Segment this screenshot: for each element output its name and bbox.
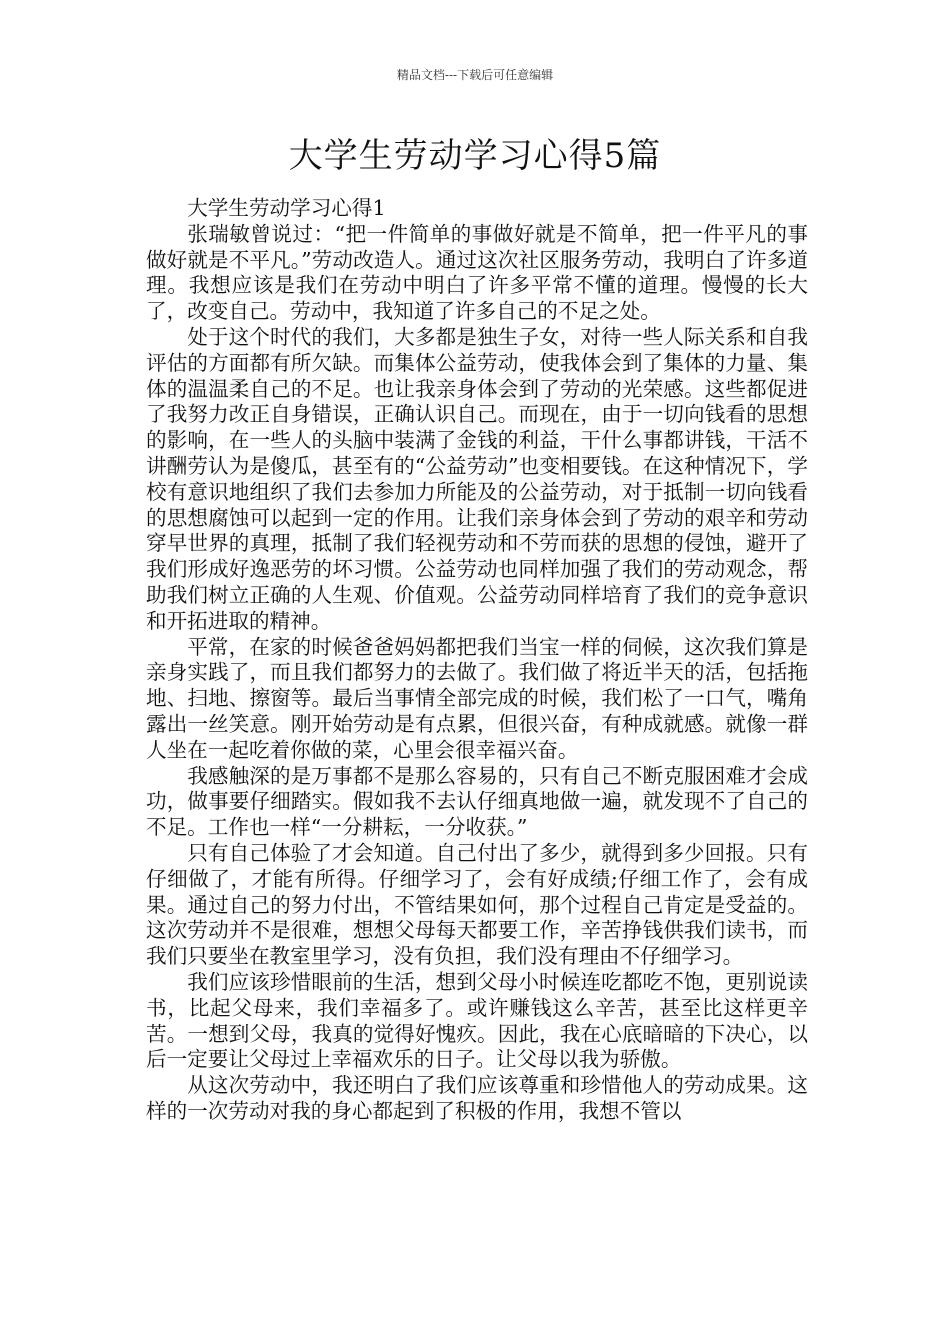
section-heading: 大学生劳动学习心得1 bbox=[187, 196, 386, 220]
paragraph-3: 平常，在家的时候爸爸妈妈都把我们当宝一样的伺候，这次我们算是亲身实践了，而且我们都努力的去做了。我们做了将近半天的活，包括拖地、扫地、擦窗等。最后当事情全部完成的时候，我们松了一口气，嘴角露出一丝笑意。刚开始劳动是有点累，但很兴奋，有种成就感。就像一群人坐在一起吃着你做的菜，心里会很幸福兴奋。 bbox=[146, 634, 808, 762]
paragraph-6: 我们应该珍惜眼前的生活，想到父母小时候连吃都吃不饱，更别说读书，比起父母来，我们幸福多了。或许赚钱这么辛苦，甚至比这样更辛苦。一想到父母，我真的觉得好愧疚。因此，我在心底暗暗的下决心，以后一定要让父母过上幸福欢乐的日子。让父母以我为骄傲。 bbox=[146, 969, 808, 1072]
document-body bbox=[146, 196, 808, 1125]
paragraph-7: 从这次劳动中，我还明白了我们应该尊重和珍惜他人的劳动成果。这样的一次劳动对我的身心都起到了积极的作用，我想不管以 bbox=[146, 1073, 808, 1123]
document-title: 大学生劳动学习心得5篇 bbox=[288, 136, 662, 176]
paragraph-1: 张瑞敏曾说过：“把一件简单的事做好就是不简单，把一件平凡的事做好就是不平凡。”劳动改造人。通过这次社区服务劳动，我明白了许多道理。我想应该是我们在劳动中明白了许多平常不懂的道理。慢慢的长大了，改变自己。劳动中，我知道了许多自己的不足之处。 bbox=[146, 221, 808, 324]
header-note: 精品文档---下载后可任意编辑 bbox=[396, 68, 554, 82]
paragraph-2: 处于这个时代的我们，大多都是独生子女，对待一些人际关系和自我评估的方面都有所欠缺。而集体公益劳动，使我体会到了集体的力量、集体的温温柔自己的不足。也让我亲身体会到了劳动的光荣感。这些都促进了我努力改正自身错误，正确认识自己。而现在，由于一切向钱看的思想的影响，在一些人的头脑中装满了金钱的利益，干什么事都讲钱，干活不讲酬劳认为是傻瓜，甚至有的“公益劳动”也变相要钱。在这种情况下，学校有意识地组织了我们去参加力所能及的公益劳动，对于抵制一切向钱看的思想腐蚀可以起到一定的作用。让我们亲身体会到了劳动的艰辛和劳动穿早世界的真理，抵制了我们轻视劳动和不劳而获的思想的侵蚀，避开了我们形成好逸恶劳的坏习惯。公益劳动也同样加强了我们的劳动观念，帮助我们树立正确的人生观、价值观。公益劳动同样培育了我们的竞争意识和开拓进取的精神。 bbox=[146, 324, 808, 633]
paragraph-4: 我感触深的是万事都不是那么容易的，只有自己不断克服困难才会成功，做事要仔细踏实。假如我不去认仔细真地做一遍，就发现不了自己的不足。工作也一样“一分耕耘，一分收获。” bbox=[146, 763, 808, 840]
paragraph-5: 只有自己体验了才会知道。自己付出了多少，就得到多少回报。只有仔细做了，才能有所得。仔细学习了，会有好成绩;仔细工作了，会有成果。通过自己的努力付出，不管结果如何，那个过程自己肯定是受益的。这次劳动并不是很难，想想父母每天都要工作，辛苦挣钱供我们读书，而我们只要坐在教室里学习，没有负担，我们没有理由不仔细学习。 bbox=[146, 840, 808, 969]
